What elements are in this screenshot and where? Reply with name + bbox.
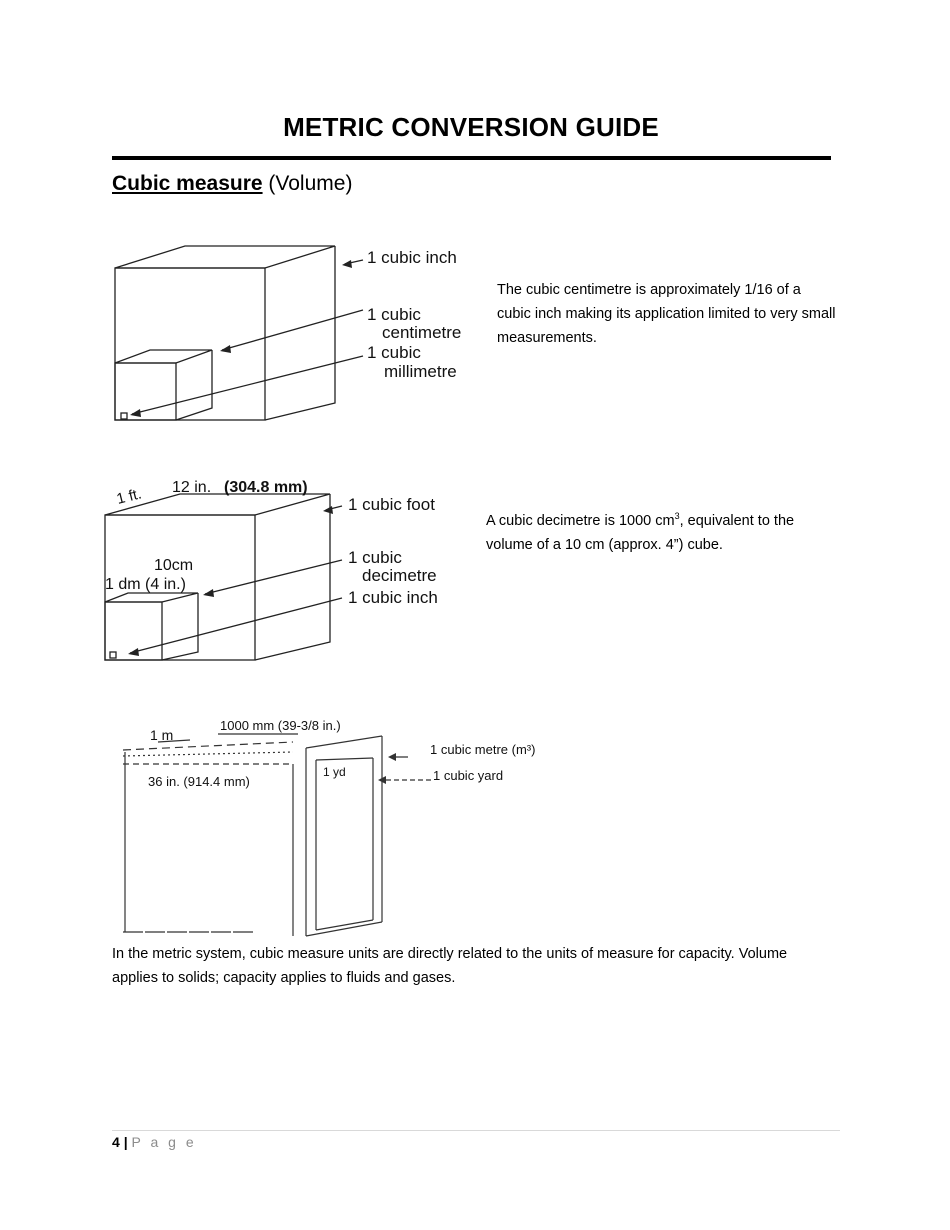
section-heading [112,172,352,196]
fig3-label-1000mm: 1000 mm (39-3/8 in.) [220,718,341,733]
cube-inch-top [115,246,335,268]
section-heading-main: Cubic measure [112,172,263,195]
fig3-label-cubic-metre: 1 cubic metre (m³) [430,742,536,757]
fig1-label-cubic-inch: 1 cubic inch [367,248,457,267]
figure2-caption-post: , equivalent to the volume of a 10 cm (approx. 4”) cube. [486,512,795,553]
fig2-label-cubic-foot: 1 cubic foot [348,495,435,514]
figure2-caption [486,504,836,557]
fig3-label-1yd: 1 yd [323,765,346,779]
fig2-label-mm: (304.8 mm) [224,479,308,496]
fig1-label-cubic-cm-1: 1 cubic [367,305,421,324]
fig1-label-cubic-mm-2: millimetre [384,362,457,381]
figure-cubic-foot [100,470,475,670]
fig1-label-cubic-cm-2: centimetre [382,323,462,342]
figure2-caption-pre: A cubic decimetre is 1000 cm [486,512,675,529]
title-rule [112,156,831,160]
footer-rule [112,1130,840,1131]
page-footer [112,1134,197,1150]
page-number: 4 [112,1134,120,1150]
page-title: METRIC CONVERSION GUIDE [283,112,659,142]
fig2-label-cubic-inch: 1 cubic inch [348,588,438,607]
body-paragraph: In the metric system, cubic measure units are directly related to the units of measure for capacity. Volume applies to solids; capacity applies to fluids and gases. [112,946,788,986]
fig2-label-cubic-dm-1: 1 cubic [348,548,402,567]
fig2-label-ft: 1 ft. [114,485,144,508]
fig2-label-dm: 1 dm (4 in.) [105,576,186,593]
figure2-caption-sup: 3 [674,511,680,521]
fig2-label-10cm: 10cm [154,557,194,574]
fig2-label-12in: 12 in. [172,479,212,496]
section-heading-sub: (Volume) [268,172,353,195]
figure-cubic-inch [110,238,485,428]
fig3-label-cubic-yard: 1 cubic yard [433,768,504,783]
fig3-label-36in: 36 in. (914.4 mm) [148,774,250,789]
fig1-label-cubic-mm-1: 1 cubic [367,343,421,362]
fig2-label-cubic-dm-2: decimetre [362,566,437,585]
figure1-caption: The cubic centimetre is approximately 1/16 of a cubic inch making its application limited to very small measurements. [497,282,836,346]
figure-cubic-metre [118,712,568,940]
footer-separator: | [123,1134,128,1150]
page-label: P a g e [131,1134,197,1150]
fig3-label-1m: 1 m [150,727,174,743]
